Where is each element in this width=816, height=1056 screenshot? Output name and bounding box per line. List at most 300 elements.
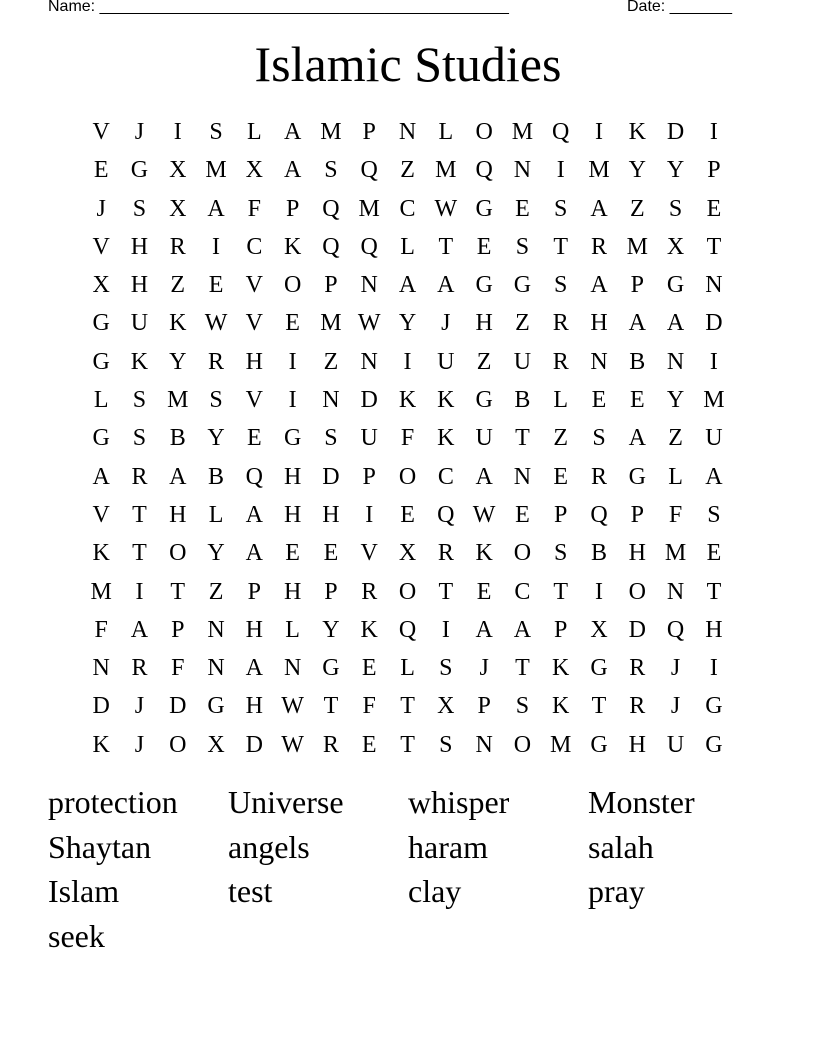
grid-letter: U xyxy=(513,348,532,375)
grid-letter: I xyxy=(709,348,718,375)
grid-letter: A xyxy=(437,272,455,299)
grid-letter: G xyxy=(590,655,608,682)
grid-letter: H xyxy=(475,310,493,337)
grid-letter: E xyxy=(208,272,224,299)
grid-letter: E xyxy=(93,157,109,184)
grid-letter: J xyxy=(134,119,145,145)
grid-row xyxy=(82,343,734,381)
grid-letter: B xyxy=(591,540,608,567)
grid-letter: Q xyxy=(245,463,263,490)
grid-letter: N xyxy=(513,157,532,184)
grid-letter: Y xyxy=(666,387,685,414)
grid-letter: Z xyxy=(668,425,683,452)
grid-letter: P xyxy=(630,272,644,299)
grid-row xyxy=(82,419,734,457)
word-list-item: Shaytan xyxy=(48,828,152,865)
grid-letter: J xyxy=(134,731,145,758)
grid-letter: A xyxy=(705,463,723,490)
grid-letter: L xyxy=(400,655,415,682)
grid-letter: L xyxy=(247,119,262,145)
grid-letter: T xyxy=(400,731,415,758)
grid-letter: E xyxy=(629,387,645,414)
grid-letter: N xyxy=(666,578,685,605)
grid-letter: A xyxy=(475,616,493,643)
grid-letter: R xyxy=(629,655,646,682)
grid-letter: E xyxy=(400,501,415,528)
grid-letter: Z xyxy=(323,348,339,375)
name-field-label: Name: ______________________________________________ xyxy=(48,0,509,15)
grid-letter: X xyxy=(666,233,685,260)
grid-letter: H xyxy=(130,233,149,260)
grid-letter: O xyxy=(475,119,493,145)
grid-letter: A xyxy=(590,195,608,222)
grid-letter: W xyxy=(434,195,458,222)
grid-letter: I xyxy=(556,157,565,184)
grid-letter: Y xyxy=(628,157,646,184)
grid-letter: C xyxy=(246,233,263,260)
grid-letter: G xyxy=(705,731,723,758)
grid-letter: V xyxy=(360,540,378,567)
grid-letter: G xyxy=(92,425,110,452)
grid-letter: G xyxy=(475,195,493,222)
grid-letter: P xyxy=(324,272,338,299)
grid-letter: H xyxy=(130,272,149,299)
grid-letter: K xyxy=(130,348,149,375)
grid-letter: E xyxy=(515,501,530,528)
grid-letter: R xyxy=(169,233,186,260)
grid-letter: E xyxy=(476,233,492,260)
grid-letter: A xyxy=(590,272,608,299)
grid-letter: H xyxy=(245,348,263,375)
grid-letter: R xyxy=(208,348,225,375)
grid-letter: H xyxy=(283,501,302,528)
grid-letter: K xyxy=(283,233,302,260)
grid-letter: Z xyxy=(515,310,530,337)
grid-row xyxy=(82,113,734,151)
grid-letter: F xyxy=(247,195,262,222)
grid-letter: G xyxy=(475,387,493,414)
grid-letter: L xyxy=(438,119,454,145)
grid-letter: L xyxy=(93,387,109,414)
grid-letter: T xyxy=(553,233,569,260)
word-list-item: clay xyxy=(408,873,462,909)
grid-letter: H xyxy=(628,731,646,758)
grid-letter: N xyxy=(360,272,378,299)
grid-letter: S xyxy=(592,425,606,452)
word-list-item: whisper xyxy=(408,784,510,820)
grid-letter: G xyxy=(705,693,723,720)
grid-letter: Q xyxy=(360,233,378,260)
grid-letter: U xyxy=(705,425,723,452)
grid-letter: D xyxy=(245,731,263,758)
grid-letter: Q xyxy=(322,195,340,222)
grid-letter: L xyxy=(668,463,683,490)
grid-letter: D xyxy=(628,616,646,643)
grid-letter: S xyxy=(515,233,530,260)
grid-letter: Z xyxy=(170,272,186,299)
grid-letter: X xyxy=(169,157,187,184)
grid-letter: A xyxy=(513,616,532,643)
grid-letter: B xyxy=(629,348,646,375)
grid-letter: P xyxy=(171,616,185,643)
grid-letter: S xyxy=(668,195,683,222)
grid-row xyxy=(82,687,734,725)
grid-letter: G xyxy=(322,655,340,682)
grid-row xyxy=(82,496,734,534)
grid-letter: L xyxy=(285,616,300,643)
grid-letter: P xyxy=(630,501,644,528)
grid-letter: K xyxy=(552,693,570,720)
grid-letter: N xyxy=(207,616,225,643)
grid-letter: K xyxy=(398,387,417,414)
grid-letter: E xyxy=(706,540,722,567)
grid-letter: Z xyxy=(553,425,569,452)
grid-letter: V xyxy=(92,501,110,528)
grid-letter: I xyxy=(595,119,603,145)
grid-letter: A xyxy=(283,119,302,145)
grid-letter: I xyxy=(709,119,718,145)
grid-letter: T xyxy=(170,578,186,605)
grid-letter: P xyxy=(362,463,376,490)
grid-row xyxy=(82,458,734,496)
grid-letter: H xyxy=(283,578,302,605)
grid-letter: A xyxy=(475,463,493,490)
grid-letter: N xyxy=(513,463,532,490)
grid-letter: P xyxy=(477,693,491,720)
grid-letter: D xyxy=(705,310,723,337)
grid-letter: N xyxy=(360,348,378,375)
grid-letter: E xyxy=(285,310,300,337)
grid-letter: Q xyxy=(437,501,455,528)
grid-letter: T xyxy=(438,578,454,605)
grid-letter: S xyxy=(132,195,147,222)
grid-letter: R xyxy=(131,463,148,490)
grid-letter: E xyxy=(361,655,377,682)
grid-letter: D xyxy=(666,119,685,145)
word-list-item: Islam xyxy=(48,873,120,909)
grid-letter: K xyxy=(552,655,570,682)
grid-letter: R xyxy=(552,348,569,375)
grid-letter: S xyxy=(554,540,568,567)
grid-letter: O xyxy=(513,540,532,567)
grid-letter: T xyxy=(706,578,722,605)
grid-letter: E xyxy=(591,387,607,414)
grid-letter: T xyxy=(132,540,147,567)
grid-letter: T xyxy=(438,233,454,260)
grid-letter: O xyxy=(283,272,302,299)
grid-letter: Y xyxy=(169,348,187,375)
grid-letter: I xyxy=(365,501,374,528)
grid-letter: C xyxy=(399,195,416,222)
grid-letter: N xyxy=(666,348,685,375)
grid-letter: G xyxy=(283,425,302,452)
grid-letter: Q xyxy=(322,233,340,260)
grid-letter: A xyxy=(628,310,646,337)
grid-letter: I xyxy=(288,348,297,375)
grid-letter: K xyxy=(475,540,493,567)
grid-letter: X xyxy=(398,540,417,567)
grid-letter: R xyxy=(131,655,148,682)
grid-letter: E xyxy=(515,195,530,222)
grid-letter: K xyxy=(628,119,646,145)
grid-letter: R xyxy=(629,693,646,720)
grid-letter: V xyxy=(245,387,263,414)
grid-letter: S xyxy=(554,195,568,222)
grid-letter: F xyxy=(668,501,683,528)
grid-letter: Q xyxy=(360,157,378,184)
grid-letter: G xyxy=(666,272,685,299)
grid-letter: W xyxy=(281,731,304,758)
grid-letter: N xyxy=(283,655,302,682)
grid-letter: T xyxy=(515,425,530,452)
grid-letter: A xyxy=(666,310,685,337)
grid-letter: V xyxy=(92,119,110,145)
grid-letter: U xyxy=(666,731,685,758)
grid-letter: S xyxy=(132,425,147,452)
grid-letter: J xyxy=(96,195,106,222)
grid-letter: M xyxy=(205,157,227,184)
grid-letter: O xyxy=(398,463,417,490)
grid-letter: X xyxy=(169,195,187,222)
grid-letter: N xyxy=(398,119,417,145)
grid-row xyxy=(82,151,734,189)
grid-row xyxy=(82,228,734,266)
grid-letter: F xyxy=(171,655,185,682)
grid-letter: S xyxy=(515,693,530,720)
grid-letter: S xyxy=(439,731,453,758)
grid-letter: E xyxy=(323,540,339,567)
grid-letter: G xyxy=(590,731,608,758)
grid-letter: W xyxy=(357,310,381,337)
grid-letter: T xyxy=(132,501,147,528)
grid-letter: A xyxy=(207,195,225,222)
grid-letter: W xyxy=(472,501,496,528)
grid-letter: X xyxy=(92,272,110,299)
word-list-item: pray xyxy=(588,873,645,909)
grid-letter: B xyxy=(514,387,531,414)
grid-letter: M xyxy=(90,578,112,605)
worksheet-header xyxy=(0,0,816,20)
grid-letter: O xyxy=(169,731,187,758)
grid-letter: E xyxy=(247,425,262,452)
grid-letter: G xyxy=(92,348,110,375)
grid-letter: M xyxy=(703,387,725,414)
grid-letter: Z xyxy=(208,578,224,605)
grid-letter: Q xyxy=(552,119,570,145)
grid-letter: O xyxy=(398,578,417,605)
grid-letter: N xyxy=(92,655,110,682)
grid-letter: Y xyxy=(398,310,417,337)
grid-letter: H xyxy=(322,501,340,528)
grid-letter: T xyxy=(323,693,339,720)
grid-letter: K xyxy=(92,731,110,758)
grid-letter: J xyxy=(479,655,489,682)
grid-letter: A xyxy=(245,501,263,528)
grid-row xyxy=(82,611,734,649)
grid-letter: E xyxy=(706,195,722,222)
grid-letter: M xyxy=(435,157,457,184)
grid-row xyxy=(82,190,734,228)
grid-letter: N xyxy=(590,348,608,375)
grid-letter: C xyxy=(514,578,531,605)
grid-letter: Y xyxy=(207,540,225,567)
grid-letter: K xyxy=(360,616,378,643)
grid-letter: T xyxy=(553,578,569,605)
grid-letter: L xyxy=(208,501,224,528)
grid-letter: K xyxy=(92,540,110,567)
grid-letter: I xyxy=(135,578,144,605)
grid-letter: B xyxy=(208,463,225,490)
grid-letter: D xyxy=(169,693,187,720)
grid-letter: M xyxy=(664,540,687,567)
grid-letter: R xyxy=(361,578,378,605)
grid-letter: A xyxy=(628,425,646,452)
grid-letter: S xyxy=(132,387,147,414)
grid-letter: P xyxy=(362,119,376,145)
grid-letter: M xyxy=(550,731,572,758)
grid-letter: A xyxy=(169,463,187,490)
grid-letter: T xyxy=(591,693,607,720)
grid-letter: E xyxy=(553,463,569,490)
grid-letter: W xyxy=(281,693,304,720)
grid-letter: T xyxy=(515,655,530,682)
word-list xyxy=(48,780,768,958)
grid-letter: A xyxy=(130,616,149,643)
grid-letter: E xyxy=(361,731,377,758)
grid-letter: H xyxy=(590,310,608,337)
grid-letter: X xyxy=(590,616,608,643)
grid-letter: U xyxy=(360,425,378,452)
grid-row xyxy=(82,649,734,687)
grid-letter: K xyxy=(437,425,455,452)
grid-letter: R xyxy=(322,731,339,758)
grid-letter: Y xyxy=(666,157,685,184)
grid-letter: V xyxy=(92,233,110,260)
grid-letter: A xyxy=(398,272,417,299)
grid-letter: C xyxy=(437,463,454,490)
grid-letter: Q xyxy=(475,157,493,184)
grid-letter: H xyxy=(245,616,263,643)
grid-letter: U xyxy=(437,348,455,375)
word-list-item: protection xyxy=(48,784,178,820)
grid-letter: G xyxy=(130,157,149,184)
grid-letter: M xyxy=(167,387,189,414)
grid-letter: J xyxy=(670,655,681,682)
word-list-item: haram xyxy=(408,828,488,865)
grid-letter: A xyxy=(245,540,263,567)
grid-letter: S xyxy=(707,501,721,528)
grid-letter: N xyxy=(322,387,340,414)
grid-letter: U xyxy=(130,310,149,337)
grid-letter: G xyxy=(628,463,646,490)
grid-letter: N xyxy=(207,655,225,682)
grid-letter: A xyxy=(245,655,263,682)
grid-letter: G xyxy=(513,272,532,299)
grid-letter: Z xyxy=(629,195,645,222)
grid-letter: O xyxy=(628,578,646,605)
grid-letter: P xyxy=(554,501,568,528)
grid-letter: V xyxy=(245,310,263,337)
grid-row xyxy=(82,266,734,304)
grid-letter: X xyxy=(245,157,263,184)
grid-letter: N xyxy=(705,272,723,299)
grid-letter: F xyxy=(362,693,376,720)
grid-letter: R xyxy=(437,540,454,567)
grid-letter: N xyxy=(475,731,493,758)
grid-letter: I xyxy=(288,387,297,414)
grid-letter: E xyxy=(476,578,492,605)
grid-letter: W xyxy=(204,310,228,337)
grid-letter: U xyxy=(475,425,493,452)
grid-letter: S xyxy=(209,119,223,145)
grid-letter: K xyxy=(437,387,455,414)
grid-letter: J xyxy=(134,693,145,720)
grid-letter: J xyxy=(441,310,451,337)
grid-letter: V xyxy=(245,272,263,299)
word-list-item: Monster xyxy=(588,784,695,820)
word-list-item: seek xyxy=(48,917,105,954)
grid-letter: F xyxy=(94,616,108,643)
grid-letter: K xyxy=(169,310,187,337)
grid-letter: D xyxy=(360,387,378,414)
grid-letter: H xyxy=(245,693,263,720)
grid-letter: D xyxy=(322,463,340,490)
grid-letter: Q xyxy=(590,501,608,528)
grid-letter: D xyxy=(92,693,110,720)
grid-letter: P xyxy=(707,157,721,184)
grid-letter: O xyxy=(513,731,532,758)
grid-letter: B xyxy=(169,425,186,452)
grid-letter: I xyxy=(441,616,450,643)
grid-letter: R xyxy=(591,233,608,260)
letter-grid xyxy=(82,113,734,764)
grid-letter: P xyxy=(247,578,262,605)
grid-letter: L xyxy=(400,233,415,260)
grid-row xyxy=(82,726,734,764)
grid-letter: G xyxy=(207,693,225,720)
grid-letter: Y xyxy=(207,425,225,452)
grid-letter: S xyxy=(554,272,568,299)
grid-letter: P xyxy=(324,578,338,605)
grid-row xyxy=(82,534,734,572)
grid-letter: S xyxy=(209,387,223,414)
grid-letter: H xyxy=(705,616,723,643)
grid-letter: T xyxy=(400,693,415,720)
grid-letter: J xyxy=(670,693,681,720)
grid-letter: Q xyxy=(666,616,685,643)
grid-letter: R xyxy=(591,463,608,490)
grid-letter: Z xyxy=(476,348,492,375)
grid-letter: F xyxy=(400,425,415,452)
grid-letter: Y xyxy=(322,616,340,643)
grid-letter: M xyxy=(320,310,342,337)
grid-letter: Z xyxy=(400,157,415,184)
grid-letter: M xyxy=(626,233,648,260)
grid-letter: I xyxy=(403,348,412,375)
grid-letter: S xyxy=(324,425,338,452)
grid-letter: L xyxy=(553,387,569,414)
grid-letter: I xyxy=(173,119,182,145)
grid-letter: A xyxy=(92,463,110,490)
grid-letter: H xyxy=(628,540,646,567)
grid-letter: S xyxy=(324,157,338,184)
word-list-item: angels xyxy=(228,828,310,865)
grid-row xyxy=(82,381,734,419)
grid-letter: G xyxy=(92,310,110,337)
grid-letter: O xyxy=(169,540,187,567)
page-title: Islamic Studies xyxy=(254,36,562,92)
grid-letter: S xyxy=(439,655,453,682)
